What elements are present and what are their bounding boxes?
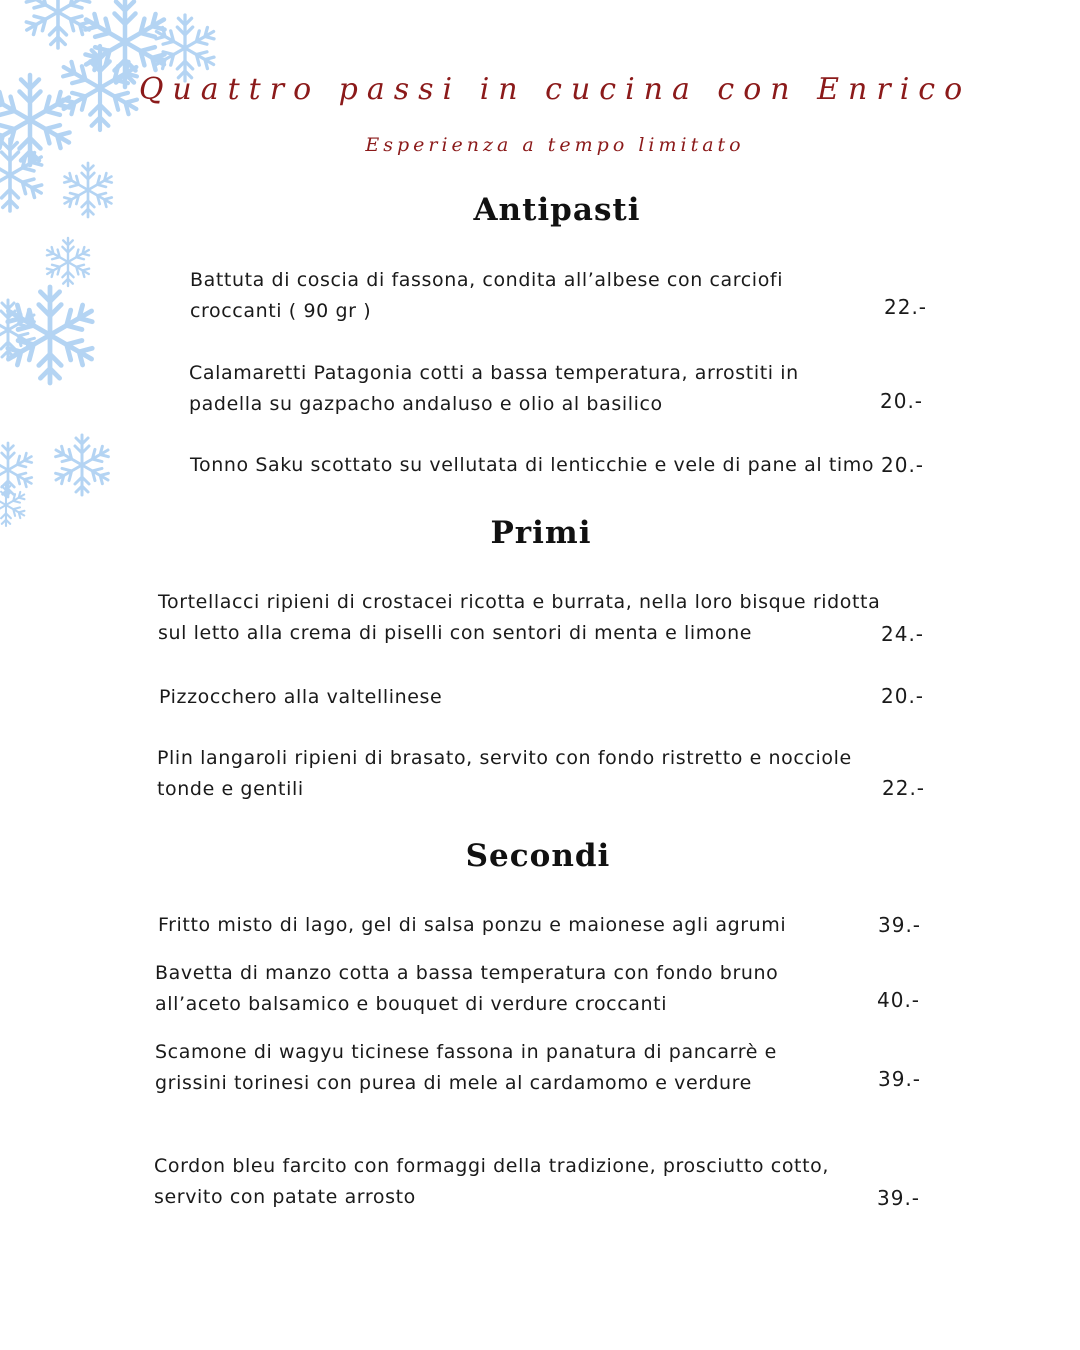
menu-item-price: 39.-	[878, 913, 922, 937]
snowflake-icon	[44, 238, 91, 286]
section-title-secondi: Secondi	[465, 838, 611, 874]
menu-item-price: 40.-	[877, 988, 921, 1012]
menu-item-name: Fritto misto di lago, gel di salsa ponzu e maionese agli agrumi	[158, 914, 787, 936]
menu-item-price: 20.-	[881, 684, 925, 708]
menu-item-name: Cordon bleu farcito con formaggi della tradizione, prosciutto cotto, servito con patate arrosto	[154, 1155, 830, 1208]
menu-item-name: Calamaretti Patagonia cotti a bassa temperatura, arrostiti in padella su gazpacho andaluso e olio al basilico	[189, 362, 799, 415]
menu-item-name: Pizzocchero alla valtellinese	[159, 686, 443, 708]
snowflake-icon	[23, 0, 94, 48]
menu-item-price: 22.-	[884, 295, 928, 319]
snowflake-icon	[0, 484, 27, 526]
snowflake-icon	[53, 435, 112, 495]
menu-item-name: Scamone di wagyu ticinese fassona in panatura di pancarrè e grissini torinesi con purea di mele al cardamomo e verdure	[155, 1041, 777, 1094]
menu-item-name: Bavetta di manzo cotta a bassa temperatura con fondo bruno all’aceto balsamico e bouquet di verdure croccanti	[155, 962, 779, 1015]
menu-item-price: 39.-	[878, 1067, 922, 1091]
menu-item-price: 20.-	[880, 389, 924, 413]
section-title-antipasti: Antipasti	[473, 192, 641, 228]
menu-item-name: Tortellacci ripieni di crostacei ricotta e burrata, nella loro bisque ridotta sul letto alla crema di piselli con sentori di menta e limone	[158, 591, 881, 644]
menu-item-price: 24.-	[881, 622, 925, 646]
menu-subtitle: Esperienza a tempo limitato	[365, 134, 745, 156]
menu-item-price: 20.-	[881, 453, 925, 477]
menu-item-name: Plin langaroli ripieni di brasato, servito con fondo ristretto e nocciole tonde e gentili	[157, 747, 852, 800]
menu-item-price: 22.-	[882, 776, 926, 800]
menu-item-name: Battuta di coscia di fassona, condita all’albese con carciofi croccanti ( 90 gr )	[190, 269, 784, 322]
snowflake-icon	[61, 163, 114, 217]
menu-title: Quattro passi in cucina con Enrico	[138, 72, 972, 107]
menu-item-name: Tonno Saku scottato su vellutata di lenticchie e vele di pane al timo	[190, 454, 875, 476]
menu-item-price: 39.-	[877, 1186, 921, 1210]
section-title-primi: Primi	[490, 515, 592, 551]
